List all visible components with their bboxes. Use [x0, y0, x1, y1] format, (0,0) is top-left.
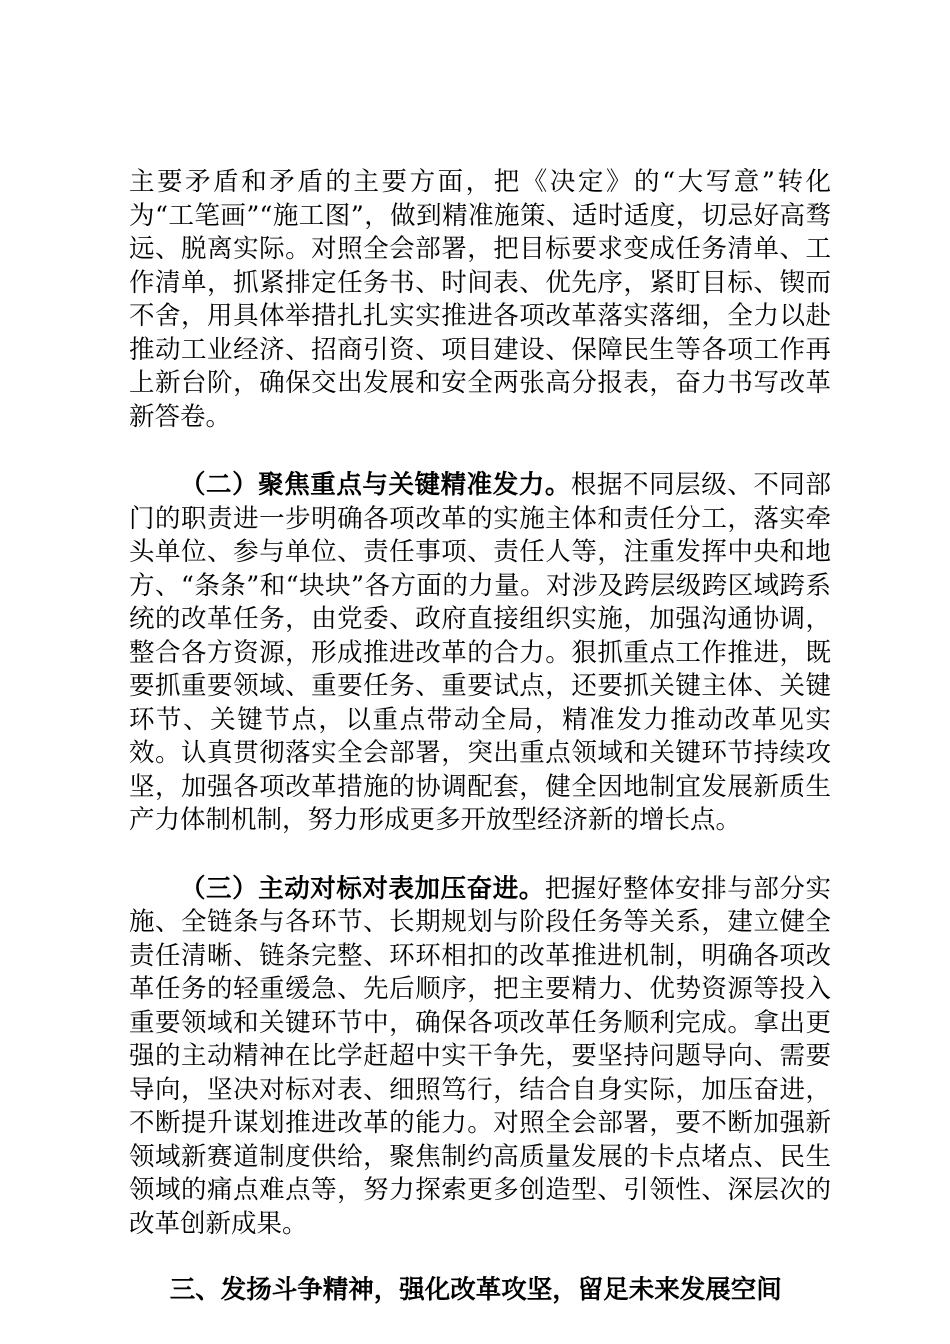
paragraph-lead-heading: （三）主动对标对表加压奋进。: [180, 873, 545, 904]
paragraph-body-text: 把握好整体安排与部分实施、全链条与各环节、长期规划与阶段任务等关系，建立健全责任清晰、链条完整、环环相扣的改革推进机制，明确各项改革任务的轻重缓急、先后顺序，把主要精力、优势资源等投入重要领域和关键环节中，确保各项改革任务顺利完成。拿出更强的主动精神在比学赶超中实干争先，要坚持问题导向、需要导向，坚决对标对表、细照笃行，结合自身实际，加压奋进，不断提升谋划推进改革的能力。对照全会部署，要不断加强新领域新赛道制度供给，聚焦制约高质量发展的卡点堵点、民生领域的痛点难点等，努力探索更多创造型、引领性、深层次的改革创新成果。: [129, 873, 831, 1239]
paragraph-benchmark-progress: [129, 873, 831, 1242]
paragraph-body-text: 根据不同层级、不同部门的职责进一步明确各项改革的实施主体和责任分工，落实牵头单位、参与单位、责任事项、责任人等，注重发挥中央和地方、“条条”和“块块”各方面的力量。对涉及跨层级跨区域跨系统的改革任务，由党委、政府直接组织实施，加强沟通协调，整合各方资源，形成推进改革的合力。狠抓重点工作推进，既要抓重要领域、重要任务、重要试点，还要抓关键主体、关键环节、关键节点，以重点带动全局，精准发力推动改革见实效。认真贯彻落实全会部署，突出重点领域和关键环节持续攻坚，加强各项改革措施的协调配套，健全因地制宜发展新质生产力体制机制，努力形成更多开放型经济新的增长点。: [129, 470, 831, 835]
paragraph-continuation: 主要矛盾和矛盾的主要方面，把《决定》的“大写意”转化为“工笔画”“施工图”，做到精准施策、适时适度，切忌好高骛远、脱离实际。对照全会部署，把目标要求变成任务清单、工作清单，抓紧排定任务书、时间表、优先序，紧盯目标、锲而不舍，用具体举措扎扎实实推进各项改革落实落细，全力以赴推动工业经济、招商引资、项目建设、保障民生等各项工作再上新台阶，确保交出发展和安全两张高分报表，奋力书写改革新答卷。: [129, 167, 831, 432]
section-heading: 三、发扬斗争精神，强化改革攻坚，留足未来发展空间: [169, 1275, 782, 1305]
document-body: [129, 166, 831, 1308]
paragraph-lead-heading: （二）聚焦重点与关键精准发力。: [180, 470, 571, 500]
paragraph-focus-key-points: [129, 469, 831, 838]
